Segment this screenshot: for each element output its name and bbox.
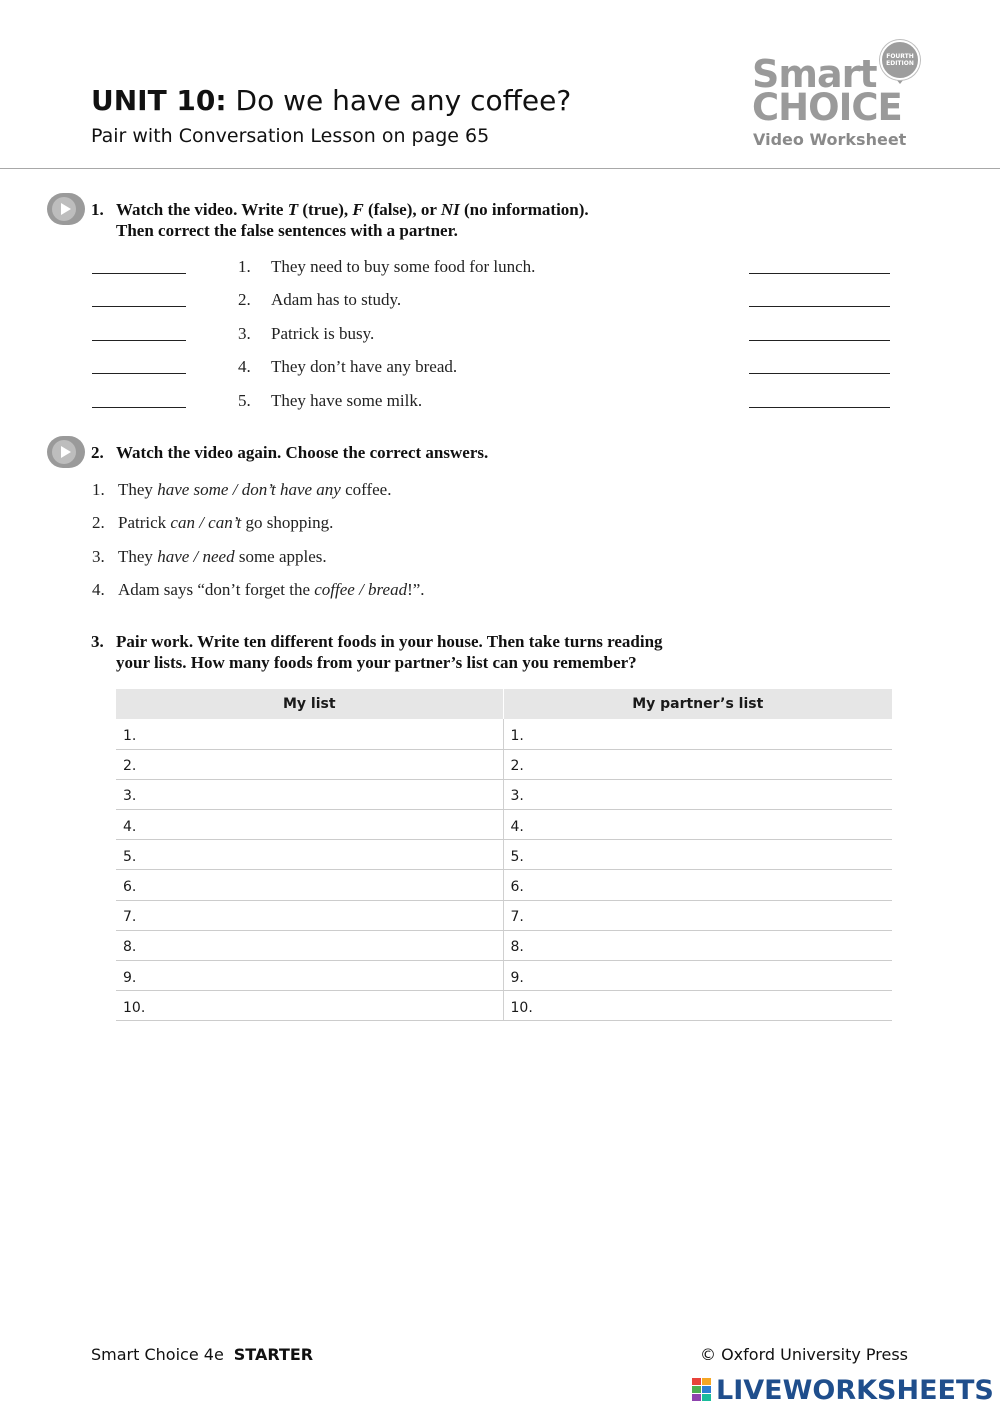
partner-list-cell[interactable]: 5. bbox=[503, 840, 892, 870]
my-list-cell[interactable]: 3. bbox=[116, 779, 503, 809]
tf-answer-blank[interactable] bbox=[92, 273, 186, 274]
partner-list-cell[interactable]: 6. bbox=[503, 870, 892, 900]
tf-item-text: Adam has to study. bbox=[271, 290, 402, 309]
my-list-cell[interactable]: 9. bbox=[116, 961, 503, 991]
liveworksheets-text: LIVEWORKSHEETS bbox=[716, 1374, 994, 1406]
my-list-cell[interactable]: 10. bbox=[116, 991, 503, 1021]
correction-blank[interactable] bbox=[749, 340, 890, 341]
edition-badge bbox=[880, 40, 920, 80]
choice-item-number: 2. bbox=[92, 513, 105, 532]
section3-number: 3. bbox=[91, 632, 104, 651]
answer-choice[interactable]: coffee / bread bbox=[314, 580, 408, 599]
answer-choice[interactable]: can / can’t bbox=[170, 513, 242, 532]
choice-item-number: 4. bbox=[92, 580, 105, 599]
table-row bbox=[116, 779, 892, 809]
correction-blank[interactable] bbox=[749, 373, 890, 374]
play-video-icon[interactable] bbox=[47, 436, 85, 468]
liveworksheets-logo-icon bbox=[692, 1378, 712, 1402]
correction-blank[interactable] bbox=[749, 407, 890, 408]
my-list-cell[interactable]: 4. bbox=[116, 810, 503, 840]
section2-number: 2. bbox=[91, 443, 104, 462]
my-list-cell[interactable]: 6. bbox=[116, 870, 503, 900]
play-video-icon[interactable] bbox=[47, 193, 85, 225]
section1-number: 1. bbox=[91, 200, 104, 219]
my-list-cell[interactable]: 7. bbox=[116, 900, 503, 930]
footer-level: STARTER bbox=[233, 1345, 314, 1364]
table-row bbox=[116, 810, 892, 840]
table-row bbox=[116, 991, 892, 1021]
choice-item-text: Adam says “don’t forget the coffee / bread!”. bbox=[118, 580, 425, 599]
tf-item-text: They need to buy some food for lunch. bbox=[271, 257, 536, 276]
partner-list-cell[interactable]: 3. bbox=[503, 779, 892, 809]
table-row bbox=[116, 870, 892, 900]
badge-line2: EDITION bbox=[886, 60, 914, 67]
section1-line1: Watch the video. Write T (true), F (false), or NI (no information). bbox=[116, 200, 589, 219]
answer-choice[interactable]: have / need bbox=[157, 547, 235, 566]
food-list-table bbox=[116, 689, 892, 1021]
tf-item-number: 3. bbox=[238, 324, 251, 343]
answer-choice[interactable]: have some / don’t have any bbox=[157, 480, 341, 499]
partner-list-cell[interactable]: 10. bbox=[503, 991, 892, 1021]
my-list-cell[interactable]: 8. bbox=[116, 930, 503, 960]
footer-book-info bbox=[91, 1345, 313, 1364]
header-my-list: My list bbox=[116, 689, 503, 719]
tf-item-text: They have some milk. bbox=[271, 391, 423, 410]
tf-answer-blank[interactable] bbox=[92, 340, 186, 341]
logo-word-smart: Smart bbox=[752, 52, 877, 96]
section1-line2: Then correct the false sentences with a partner. bbox=[116, 221, 458, 240]
partner-list-cell[interactable]: 8. bbox=[503, 930, 892, 960]
page-subtitle: Pair with Conversation Lesson on page 65 bbox=[91, 125, 490, 147]
partner-list-cell[interactable]: 1. bbox=[503, 719, 892, 749]
tf-item-number: 5. bbox=[238, 391, 251, 410]
choice-item-text: Patrick can / can’t go shopping. bbox=[118, 513, 334, 532]
footer-book: Smart Choice 4e bbox=[91, 1345, 224, 1364]
unit-label: UNIT 10: bbox=[91, 84, 227, 117]
tf-item-number: 2. bbox=[238, 290, 251, 309]
choice-item-text: They have some / don’t have any coffee. bbox=[118, 480, 392, 499]
unit-title bbox=[91, 84, 571, 117]
section2-text: Watch the video again. Choose the correct answers. bbox=[116, 443, 489, 462]
table-row bbox=[116, 840, 892, 870]
table-header-row bbox=[116, 689, 892, 719]
my-list-cell[interactable]: 1. bbox=[116, 719, 503, 749]
partner-list-cell[interactable]: 2. bbox=[503, 749, 892, 779]
smart-choice-logo bbox=[752, 40, 932, 155]
tf-answer-blank[interactable] bbox=[92, 407, 186, 408]
table-row bbox=[116, 719, 892, 749]
choice-item-number: 3. bbox=[92, 547, 105, 566]
choice-item-text: They have / need some apples. bbox=[118, 547, 327, 566]
correction-blank[interactable] bbox=[749, 273, 890, 274]
tf-item-number: 4. bbox=[238, 357, 251, 376]
section3-line1: Pair work. Write ten different foods in your house. Then take turns reading bbox=[116, 632, 663, 651]
footer-copyright: © Oxford University Press bbox=[700, 1345, 909, 1364]
table-row bbox=[116, 930, 892, 960]
table-row bbox=[116, 749, 892, 779]
partner-list-cell[interactable]: 9. bbox=[503, 961, 892, 991]
header-divider bbox=[0, 168, 1000, 169]
correction-blank[interactable] bbox=[749, 306, 890, 307]
tf-item-number: 1. bbox=[238, 257, 251, 276]
logo-caption: Video Worksheet bbox=[753, 130, 907, 149]
tf-answer-blank[interactable] bbox=[92, 373, 186, 374]
tf-answer-blank[interactable] bbox=[92, 306, 186, 307]
partner-list-cell[interactable]: 4. bbox=[503, 810, 892, 840]
section3-instruction bbox=[91, 631, 791, 675]
table-row bbox=[116, 961, 892, 991]
unit-title-text: Do we have any coffee? bbox=[235, 84, 572, 117]
header-partner-list: My partner’s list bbox=[503, 689, 892, 719]
partner-list-cell[interactable]: 7. bbox=[503, 900, 892, 930]
table-row bbox=[116, 900, 892, 930]
my-list-cell[interactable]: 2. bbox=[116, 749, 503, 779]
section2-instruction bbox=[91, 442, 731, 464]
tf-item-text: They don’t have any bread. bbox=[271, 357, 458, 376]
badge-line1: FOURTH bbox=[886, 53, 914, 60]
section1-instruction bbox=[91, 199, 731, 243]
my-list-cell[interactable]: 5. bbox=[116, 840, 503, 870]
tf-item-text: Patrick is busy. bbox=[271, 324, 375, 343]
section3-line2: your lists. How many foods from your partner’s list can you remember? bbox=[116, 653, 637, 672]
logo-word-choice: CHOICE bbox=[752, 86, 902, 129]
liveworksheets-watermark[interactable] bbox=[692, 1374, 994, 1406]
choice-item-number: 1. bbox=[92, 480, 105, 499]
